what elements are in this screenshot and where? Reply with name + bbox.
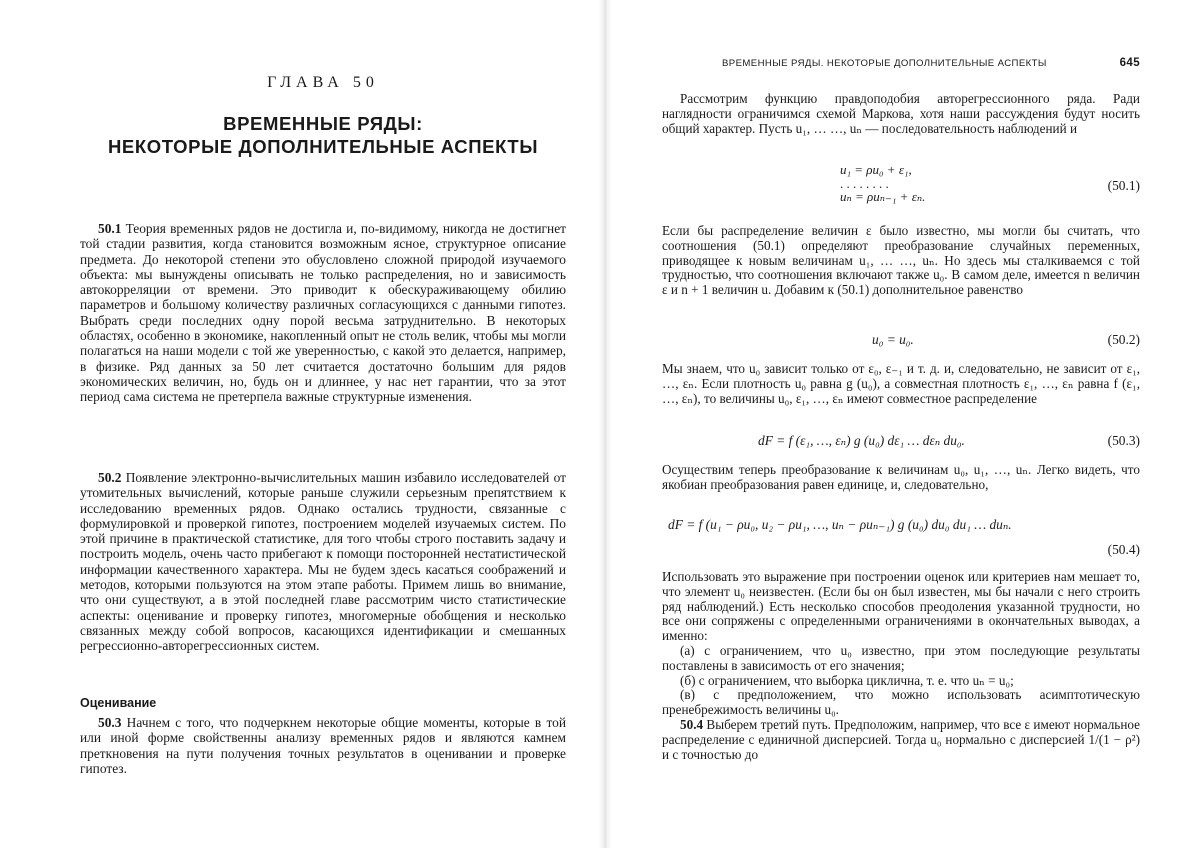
- equation-line: . . . . . . . .: [840, 175, 889, 191]
- equation-number: (50.3): [1107, 433, 1140, 448]
- paragraph-c: [662, 362, 1140, 406]
- left-page: [80, 0, 566, 848]
- chapter-label: ГЛАВА 50: [267, 74, 379, 91]
- running-head-title: ВРЕМЕННЫЕ РЯДЫ. НЕКОТОРЫЕ ДОПОЛНИТЕЛЬНЫЕ АСПЕКТЫ: [722, 58, 1047, 69]
- equation-line: u₁ = ρu₀ + ε₁,: [840, 162, 912, 177]
- page-number: 645: [1119, 57, 1140, 69]
- paragraph-50-1: [80, 221, 566, 405]
- equation-body: u₀ = u₀.: [872, 332, 914, 347]
- list-item: (б) с ограничением, что выборка циклична, т. е. что uₙ = u₀;: [680, 672, 1014, 688]
- paragraph-text: Выберем третий путь. Предположим, например, что все ε имеют нормальное распределение с единичной дисперсией. Тогда u₀ нормально с дисперсией 1/(1 − ρ²) и с точностью до: [662, 716, 1140, 762]
- chapter-title-line1: ВРЕМЕННЫЕ РЯДЫ:: [223, 113, 423, 134]
- paragraph-text: Мы знаем, что u₀ зависит только от ε₀, ε₋₁ и т. д. и, следовательно, не зависит от ε₁, …, εₙ. Если плотность u₀ равна g (u₀), а совместная плотность ε₁, …, εₙ равна f (ε₁, …, εₙ), то величины u₀, ε₁, …, εₙ имеют совместное распределение: [662, 361, 1140, 406]
- list-item: (а) с ограничением, что u₀ известно, при этом последующие результаты поставлены в зависимость от его значения;: [662, 642, 1140, 673]
- paragraph-b: [662, 224, 1140, 298]
- equation-body: dF = f (u₁ − ρu₀, u₂ − ρu₁, …, uₙ − ρuₙ₋₁) g (u₀) du₀ du₁ … duₙ.: [668, 517, 1012, 532]
- chapter-title-line2: НЕКОТОРЫЕ ДОПОЛНИТЕЛЬНЫЕ АСПЕКТЫ: [107, 136, 539, 157]
- equation-body: dF = f (ε₁, …, εₙ) g (u₀) dε₁ … dεₙ du₀.: [758, 433, 965, 448]
- paragraph-number: 50.2: [98, 470, 122, 485]
- paragraph-50-3: [80, 715, 566, 776]
- paragraph-50-2: [80, 470, 566, 654]
- chapter-title: [80, 112, 566, 158]
- paragraph-text: Начнем с того, что подчеркнем некоторые общие моменты, которые в той или иной форме свойственны анализу временных рядов и являются камнем преткновения на пути получения точных результатов в оценивании и проверке гипотез.: [80, 715, 566, 776]
- paragraph-text: Осуществим теперь преобразование к величинам u₀, u₁, …, uₙ. Легко видеть, что якобиан преобразования равен единице, и, следовательно,: [662, 462, 1140, 492]
- paragraph-text: Если бы распределение величин ε было известно, мы могли бы считать, что соотношения (50.1) определяют преобразование случайных переменных, приводящее к новым величинам u₁, … …, uₙ. Но здесь мы сталкиваемся с той трудностью, что соотношения включают также u₀. В самом деле, имеется n величин ε и n + 1 величин u. Добавим к (50.1) дополнительное равенство: [662, 223, 1140, 298]
- section-heading: Оценивание: [80, 696, 157, 710]
- paragraph-50-4: [662, 718, 1140, 762]
- paragraph-intro: [662, 92, 1140, 136]
- paragraph-text: Появление электронно-вычислительных машин избавило исследователей от утомительных вычислений, которые раньше служили серьезным препятствием к исследованию временных рядов. Однако остались трудности, связанные с формулировкой и проверкой гипотез, построением моделей изучаемых систем. По этой причине в практической статистике, для того чтобы строго поставить задачу и построить модель, очень часто прибегают к помощи посторонней нестатистической информации качественного характера. Мы не будем здесь касаться соображений и методов, которыми пользуются на этом этапе работы. Примем лишь во внимание, что они существуют, а в этой последней главе рассмотрим чисто статистические аспекты: оценивание и проверку гипотез, многомерные обобщения и несколько связанных между собой вопросов, касающихся идентификации и смешанных регрессионно-авторегрессионных систем.: [80, 470, 566, 654]
- paragraph-e: [662, 570, 1140, 762]
- list-item: (в) с предположением, что можно использовать асимптотическую пренебрежимость величины u₀.: [662, 687, 1140, 718]
- paragraph-d: [662, 463, 1140, 493]
- paragraph-number: 50.3: [98, 715, 122, 730]
- book-gutter: [598, 0, 612, 848]
- equation-number: (50.1): [1107, 178, 1140, 193]
- equation-number: (50.2): [1107, 332, 1140, 347]
- paragraph-text: Теория временных рядов не достигла и, по-видимому, никогда не достигнет той стадии развития, когда становится возможным ясное, структурное описание предмета. До некоторой степени это обусловлено сложной природой изучаемого объекта: мы вынуждены описывать не только распределения, но и зависимость автокорреляции от времени. Это приводит к обескураживающему обилию параметров и большому количеству различных согласующихся с данными гипотез. Выбрать среди последних одну порой весьма затруднительно. В некоторых областях, особенно в экономике, накопленный опыт не столь велик, чтобы мы могли полагаться на наши модели с той же уверенностью, с какой это делается, например, в физике. Ряд данных за 50 лет считается достаточно большим для рядов экономических величин, но, будь он и длиннее, у нас нет гарантии, что за этот период сама система не претерпела важные структурные изменения.: [80, 221, 566, 405]
- paragraph-number: 50.4: [680, 716, 704, 732]
- paragraph-text: Использовать это выражение при построении оценок или критериев нам мешает то, что элемент u₀ неизвестен. (Если бы он был известен, мы бы начали с него строить ряд наблюдений.) Есть несколько способов преодоления указанной трудности, но все они сопряжены с определенными ограничениями в окончательных выводах, а именно:: [662, 569, 1140, 644]
- equation-system-50-1: [840, 163, 925, 204]
- equation-number: (50.4): [1107, 542, 1140, 557]
- equation-line: uₙ = ρuₙ₋₁ + εₙ.: [840, 189, 926, 205]
- paragraph-text: Рассмотрим функцию правдоподобия авторегрессионного ряда. Ради наглядности ограничимся схемой Маркова, хотя наши рассуждения будут носить общий характер. Пусть u₁, … …, uₙ — последовательность наблюдений и: [662, 91, 1140, 136]
- paragraph-number: 50.1: [98, 221, 122, 236]
- right-page: [662, 0, 1140, 848]
